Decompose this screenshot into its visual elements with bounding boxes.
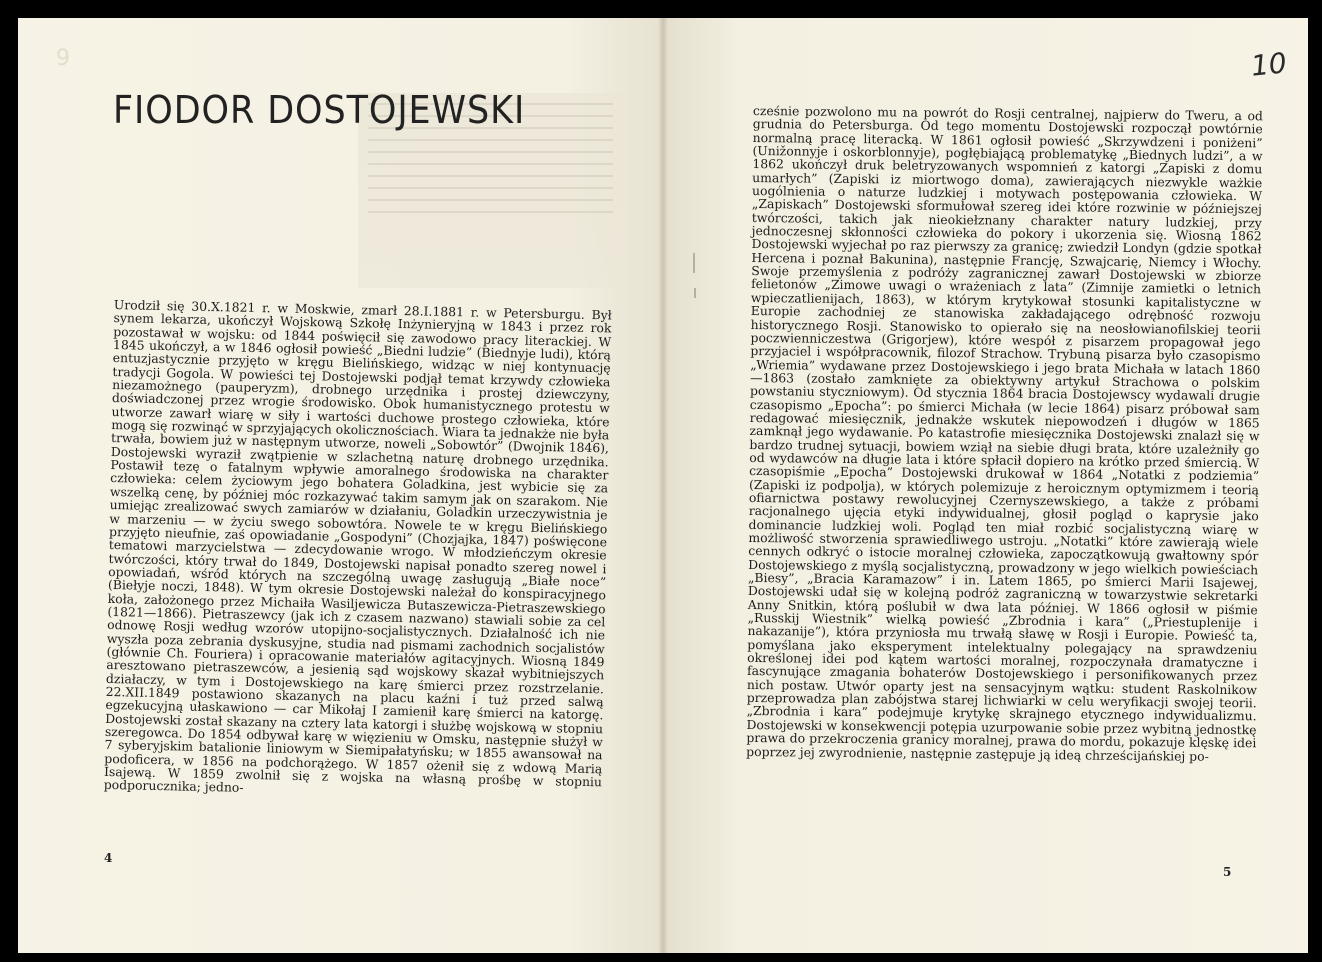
right-page [663,18,1308,953]
right-body-text [746,104,1263,763]
book-spread [18,18,1308,953]
page-title: FIODOR DOSTOJEWSKI [113,88,526,132]
left-page [18,18,663,953]
handwritten-page-number: 10 [1249,46,1289,83]
left-body-text [104,298,612,802]
right-paragraph: cześnie pozwolono mu na powrót do Rosji centralnej, najpierw do Tweru, a od grudnia do Petersburga. Od tego momentu Dostojewski rozpoczął powtórnie normalną pracę literacką. W 1861 ogłosił powieść „Skrzywdzeni i poniżeni” (Unižonnyje i oskorblonnyje), pogłębiającą problematykę „Biednych ludzi”, a w 1862 ukończył druk beletryzowanych wspomnień z katorgi „Zapiski z domu umarłych” (Zapiski iz miortwogo doma), zawierających niezwykle ważkie uogólnienia o naturze ludzkiej i motywach postępowania człowieka. W „Zapiskach” Dostojewski sformułował szereg idei które rozwinie w późniejszej twórczości, takich jak nieokiełznany charakter natury ludzkiej, przy jednoczesnej skłonności człowieka do pokory i ukorzenia się. Wiosną 1862 Dostojewski wyjechał po raz pierwszy za granicę; zwiedził Londyn (gdzie spotkał Hercena i poznał Bakunina), następnie Francję, Szwajcarię, Niemcy i Włochy. Swoje przemyślenia z podróży zagranicznej zawarł Dostojewski w zbiorze felietonów „Zimowe uwagi o wrażeniach z lata” (Zimnije zamietki o letnich wpieczatlienijach, 1863), w którym krytykował stosunki kapitalistyczne w Europie zachodniej ze stanowiska zakładającego odrębność rozwoju historycznego Rosji. Stanowisko to opierało się na neosłowianofilskiej teorii poczwienniczestwa (Grigorjew), które wespół z pisarzem propagował jego przyjaciel i współpracownik, filozof Strachow. Trybuną pisarza było czasopismo „Wriemia” wydawane przez Dostojewskiego i jego brata Michała w latach 1860—1863 (zostało zamknięte za obiektywny artykuł Strachowa o polskim powstaniu styczniowym). Od stycznia 1864 bracia Dostojewscy wydawali drugie czasopismo „Epocha”: po śmierci Michała (w lecie 1864) pisarz próbował sam redagować miesięcznik, jednakże wskutek niepowodzeń i długów w 1865 zamknął jego wydawanie. Po katastrofie miesięcznika Dostojewski znalazł się w bardzo trudnej sytuacji, bowiem wziął na siebie długi brata, które uzależniły go od wydawców na długie lata i które spłacił dopiero na krótko przed śmiercią. W czasopiśmie „Epocha” Dostojewski drukował w 1864 „Notatki z podziemia” (Zapiski iz podpolja), w których polemizuje z heroicznym optymizmem i teorią ofiarnictwa postawy rewolucyjnej Czernyszewskiego, a także z próbami racjonalnego ujęcia etyki indywidualnej, głosił pogląd o kaprysie jako dominancie ludzkiej woli. Pogląd ten miał rozbić socjalistyczną wiarę w możliwość stworzenia sprawiedliwego ustroju. „Notatki” które zawierają wiele cennych odkryć o istocie moralnej człowieka, zapoczątkowują gwałtowny spór Dostojewskiego z myślą socjalistyczną, prowadzony w jego wielkich powieściach „Biesy”, „Bracia Karamazow” i in. Latem 1865, po śmierci Marii Isajewej, Dostojewski udał się w kolejną podróż zagraniczną w towarzystwie sekretarki Anny Snitkin, którą poślubił w dwa lata później. W 1866 ogłosił w piśmie „Russkij Wiestnik” wielką powieść „Zbrodnia i kara” („Priestuplenije i nakazanije”), która przyniosła mu trwałą sławę w Rosji i Europie. Powieść ta, pomyślana jako eksperyment intelektualny polegający na sprawdzeniu określonej idei pod kątem wartości moralnej, rozpoczynała dramatyczne i fascynujące zmagania bohaterów Dostojewskiego i personifikowanych przez nich postaw. Utwór oparty jest na sensacyjnym wątku: student Raskolnikow przeprowadza plan zabójstwa starej lichwiarki w celu weryfikacji swojej teorii. „Zbrodnia i kara” podejmuje krytykę skrajnego etycznego indywidualizmu. Dostojewski w konsekwencji potępia uzurpowanie sobie przez wybitną jednostkę prawa do przekroczenia granicy moralnej, prawa do mordu, pokazuje klęskę idei poprzez jej zwyrodnienie, następnie zastępuje ją ideą chrześcijańskiej po- [746,103,1263,764]
page-number-right: 5 [1223,865,1232,879]
binding-speck [694,288,696,298]
binding-speck [693,253,695,273]
pencil-mark: 9 [56,46,70,71]
book-gutter [658,18,668,953]
left-paragraph: Urodził się 30.X.1821 r. w Moskwie, zmarł 28.I.1881 r. w Petersburgu. Był synem lekarza, ukończył Wojskową Szkołę Inżynieryjną w 1843 i przez rok pozostawał w wojsku: od 1844 poświęcił się zawodowo pracy literackiej. W 1845 ukończył, a w 1846 ogłosił powieść „Biedni ludzie” (Biednyje ludi), którą entuzjastycznie przyjęto w kręgu Bielińskiego, widząc w niej kontynuację tradycji Gogola. W powieści tej Dostojewski podjął temat krzywdy człowieka niezamożnego (pauperyzm), drobnego urzędnika i prostej dziewczyny, doświadczonej przez wrogie środowisko. Obok humanistycznego protestu w utworze zawarł wiarę w siły i wartości duchowe prostego człowieka, które mogą się rozwinąć w sprzyjających okolicznościach. Wiara ta jednakże nie była trwała, bowiem już w następnym utworze, noweli „Sobowtór” (Dwojnik 1846), Dostojewski wyraził zwątpienie w szlachetną naturę drobnego urzędnika. Postawił tezę o fatalnym wpływie amoralnego środowiska na charakter człowieka: celem życiowym jego bohatera Goladkina, jest wybicie się za wszelką cenę, by później móc rozkazywać takim samym jak on szarakom. Nie umiejąc zrealizować swych zamiarów w działaniu, Goladkin urzeczywistnia je w marzeniu — w życiu swego sobowtóra. Nowele te w kręgu Bielińskiego przyjęto nieufnie, zaś opowiadanie „Gospodyni” (Chozjajka, 1847) poświęcone tematowi marzycielstwa — zdecydowanie wrogo. W młodzieńczym okresie twórczości, który trwał do 1849, Dostojewski napisał ponadto szereg nowel i opowiadań, wśród których na szczególną uwagę zasługują „Białe noce” (Biełyje noczi, 1848). W tym okresie Dostojewski należał do konspiracyjnego koła, założonego przez Michaiła Wasiljewicza Butaszewicza-Pietraszewskiego (1821—1866). Pietraszewcy (jak ich z czasem nazwano) stawiali sobie za cel odnowę Rosji według wzorów utopijno-socjalistycznych. Działalność ich nie wyszła poza zebrania dyskusyjne, studia nad pismami zachodnich socjalistów (głównie Ch. Fouriera) i opracowanie materiałów agitacyjnych. Wiosną 1849 aresztowano pietraszewców, a jesienią sąd wojskowy skazał wybitniejszych działaczy, w tym i Dostojewskiego na karę śmierci przez rozstrzelanie. 22.XII.1849 postawiono skazanych na placu kaźni i tuż przed salwą egzekucyjną ułaskawiono — car Mikołaj I zamienił karę śmierci na katorgę. Dostojewski został skazany na cztery lata katorgi i służbę wojskową w stopniu szeregowca. Do 1854 odbywał karę w więzieniu w Omsku, następnie służył w 7 syberyjskim batalionie liniowym w Siemipałatyńsku; w 1855 awansował na podoficera, w 1856 na podchorążego. W 1857 ożenił się z wdową Marią Isajewą. W 1859 zwolnił się z wojska na własną prośbę w stopniu podporucznika; jedno- [103,297,612,796]
page-number-left: 4 [104,851,113,865]
